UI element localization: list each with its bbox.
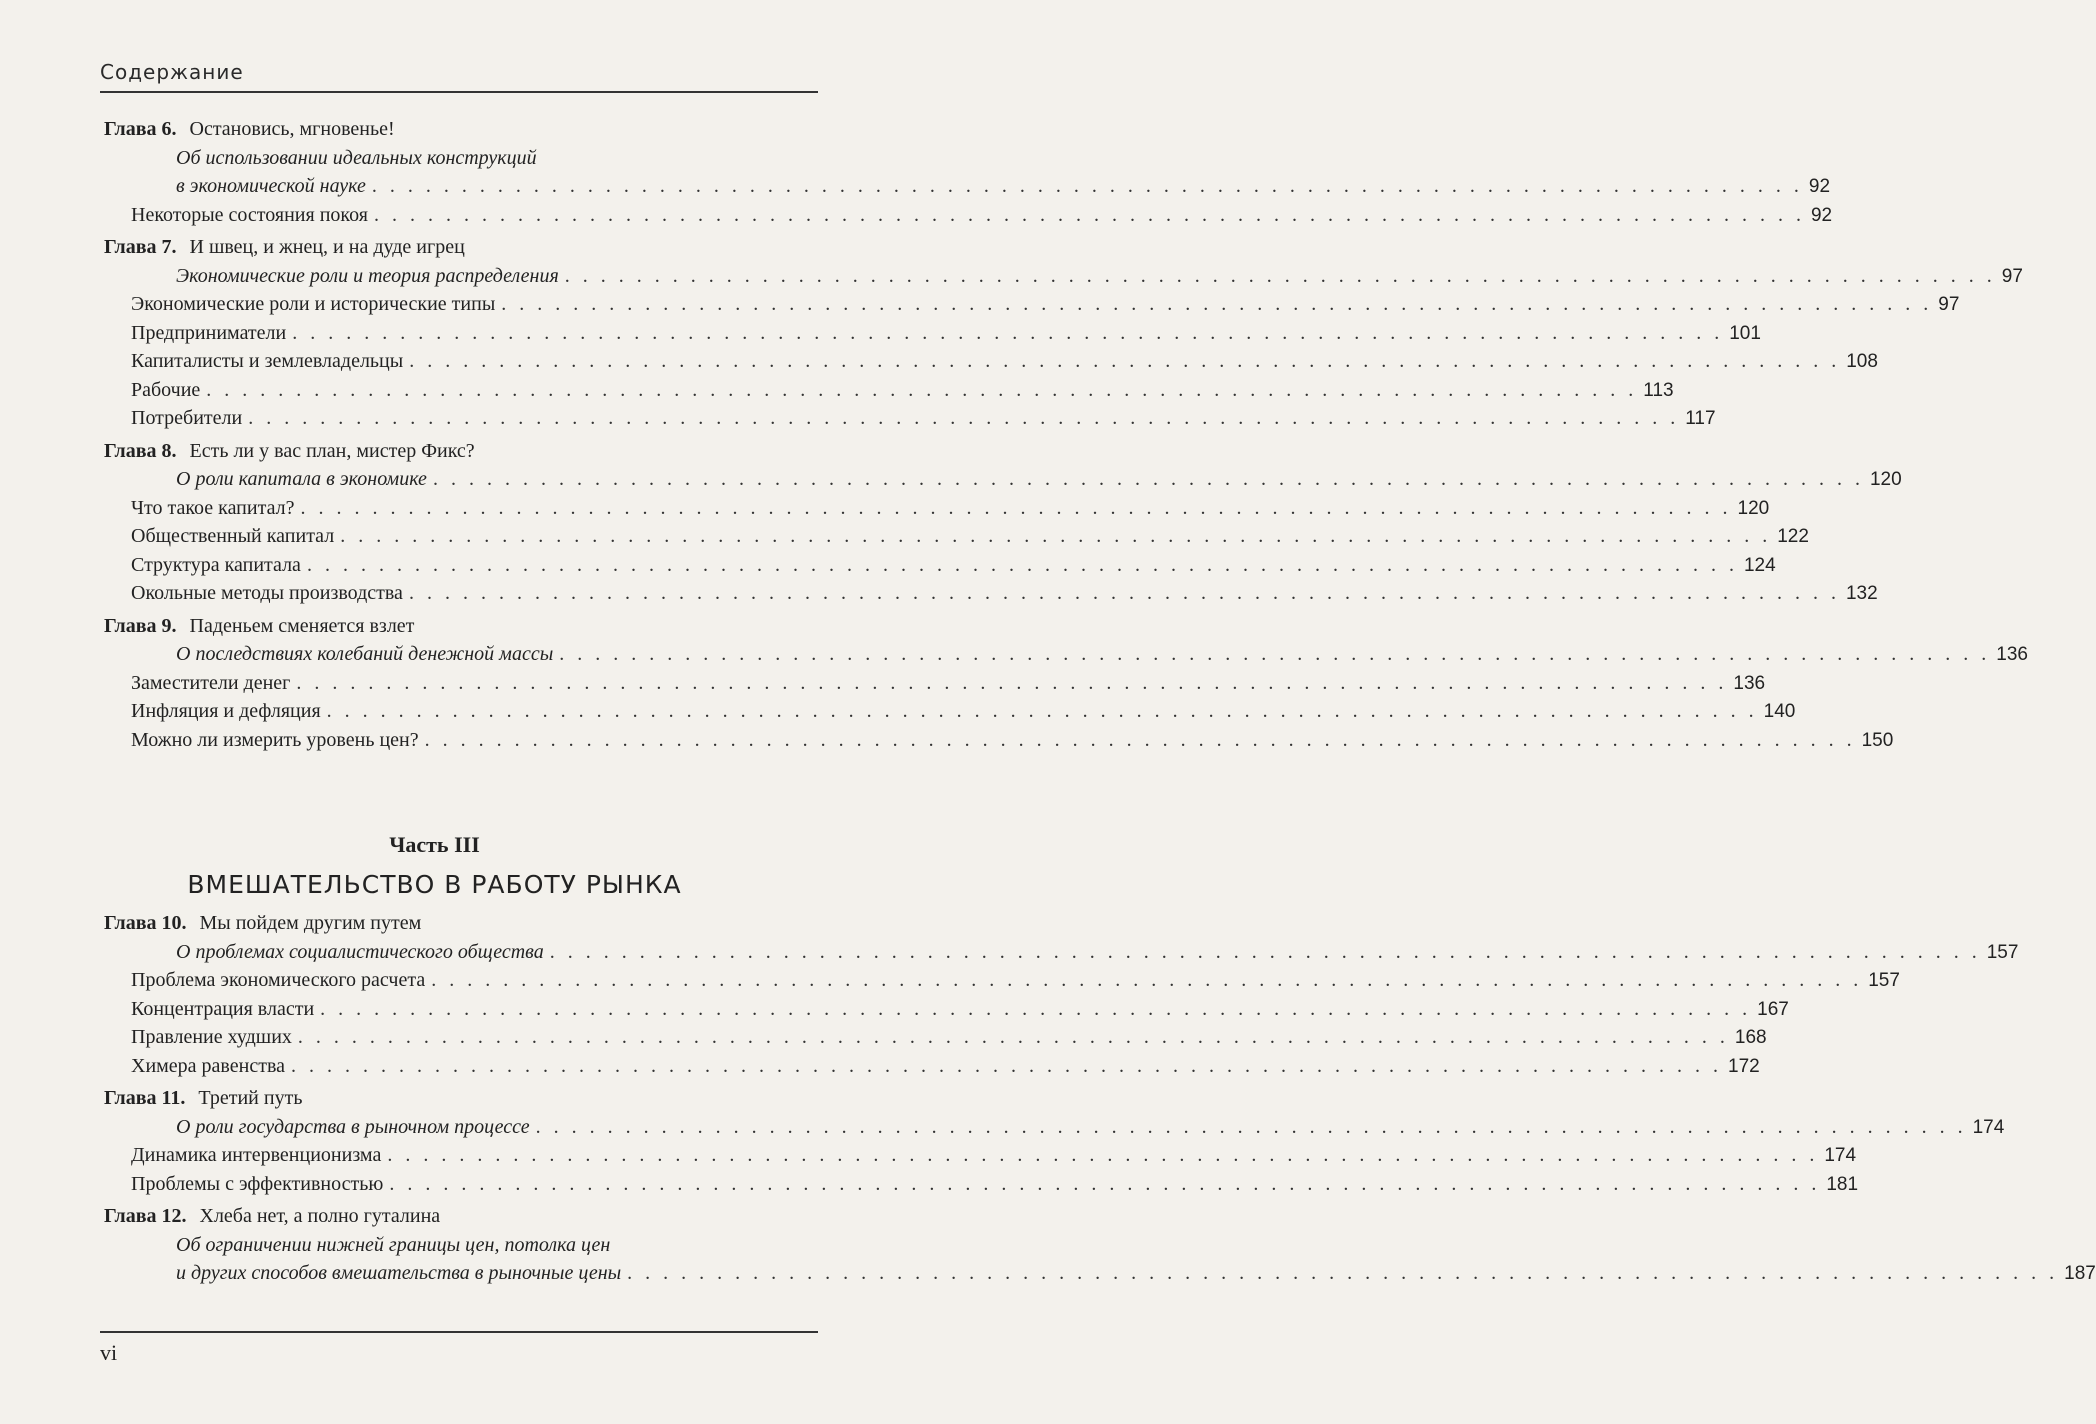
dot-leader: . . . . . . . . . . . . . . . . . . . . . . . . . . . . . . . . . . . . . . . . . . . . . . . . . . . . . . . . . . . . . . . . . . . . . . . . . . . . . . . . (431, 969, 1863, 991)
chapter-heading (104, 615, 414, 638)
dot-leader: . . . . . . . . . . . . . . . . . . . . . . . . . . . . . . . . . . . . . . . . . . . . . . . . . . . . . . . . . . . . . . . . . . . . . . . . . . . . . . . . (408, 582, 1840, 604)
page-ref: 113 (1643, 379, 1674, 401)
page-ref: 172 (1728, 1055, 1760, 1077)
dot-leader: . . . . . . . . . . . . . . . . . . . . . . . . . . . . . . . . . . . . . . . . . . . . . . . . . . . . . . . . . . . . . . . . . . . . . . . . . . . . . . . . (389, 1172, 1821, 1195)
chapter-subtitle-line: Об ограничении нижней границы цен, потолка цен (176, 1233, 611, 1256)
section-entry-title: Правление худших (131, 1026, 292, 1048)
section-entry-title: Заместители денег (131, 671, 291, 694)
page-ref: 167 (1757, 998, 1789, 1020)
section-entry-title: Динамика интервенционизма (131, 1144, 382, 1166)
chapter-label: Глава 10. (104, 912, 187, 934)
chapter-title: Хлеба нет, а полно гуталина (194, 1205, 441, 1227)
section-entry[interactable] (131, 378, 1674, 402)
chapter-label: Глава 12. (104, 1205, 187, 1227)
page-ref: 157 (1868, 970, 1900, 991)
chapter-subtitle-title: и других способов вмешательства в рыночные цены (176, 1262, 622, 1284)
page-ref: 174 (1824, 1145, 1857, 1166)
chapter-label: Глава 8. (104, 439, 177, 462)
chapter-subtitle[interactable] (176, 175, 1831, 198)
dot-leader: . . . . . . . . . . . . . . . . . . . . . . . . . . . . . . . . . . . . . . . . . . . . . . . . . . . . . . . . . . . . . . . . . . . . . . . . . . . . . . . . (387, 1144, 1819, 1166)
section-entry-title: Рабочие (131, 378, 201, 401)
section-entry-title: Общественный капитал (131, 525, 335, 547)
section-entry[interactable] (131, 553, 1776, 577)
chapter-heading (104, 912, 421, 935)
dot-leader: . . . . . . . . . . . . . . . . . . . . . . . . . . . . . . . . . . . . . . . . . . . . . . . . . . . . . . . . . . . . . . . . . . . . . . . . . . . . . . . . (564, 264, 1996, 287)
section-entry[interactable] (131, 969, 1900, 992)
page-ref: 108 (1846, 351, 1878, 372)
page-ref: 120 (1737, 497, 1770, 519)
dot-leader: . . . . . . . . . . . . . . . . . . . . . . . . . . . . . . . . . . . . . . . . . . . . . . . . . . . . . . . . . . . . . . . . . . . . . . . . . . . . . . . . (296, 671, 1728, 694)
chapter-heading (104, 118, 395, 141)
dot-leader: . . . . . . . . . . . . . . . . . . . . . . . . . . . . . . . . . . . . . . . . . . . . . . . . . . . . . . . . . . . . . . . . . . . . . . . . . . . . . . . . (373, 203, 1805, 226)
chapter-title: Третий путь (193, 1087, 303, 1109)
page-ref: 136 (1996, 644, 2028, 665)
dot-leader: . . . . . . . . . . . . . . . . . . . . . . . . . . . . . . . . . . . . . . . . . . . . . . . . . . . . . . . . . . . . . . . . . . . . . . . . . . . . . . . . (292, 321, 1724, 344)
dot-leader: . . . . . . . . . . . . . . . . . . . . . . . . . . . . . . . . . . . . . . . . . . . . . . . . . . . . . . . . . . . . . . . . . . . . . . . . . . . . . . . . (248, 407, 1680, 429)
page-ref: 92 (1810, 204, 1833, 226)
dot-leader: . . . . . . . . . . . . . . . . . . . . . . . . . . . . . . . . . . . . . . . . . . . . . . . . . . . . . . . . . . . . . . . . . . . . . . . . . . . . . . . . (326, 700, 1758, 722)
page-ref: 157 (1986, 941, 2019, 963)
chapter-heading (104, 1087, 302, 1110)
chapter-heading (104, 440, 475, 463)
chapter-label: Глава 7. (104, 236, 177, 258)
chapter-label: Глава 6. (104, 118, 177, 140)
dot-leader: . . . . . . . . . . . . . . . . . . . . . . . . . . . . . . . . . . . . . . . . . . . . . . . . . . . . . . . . . . . . . . . . . . . . . . . . . . . . . . . . (432, 468, 1864, 490)
section-entry[interactable] (131, 1144, 1857, 1167)
part-title: ВМЕШАТЕЛЬСТВО В РАБОТУ РЫНКА (187, 870, 682, 899)
dot-leader: . . . . . . . . . . . . . . . . . . . . . . . . . . . . . . . . . . . . . . . . . . . . . . . . . . . . . . . . . . . . . . . . . . . . . . . . . . . . . . . . (549, 940, 1981, 963)
chapter-heading (104, 236, 465, 259)
chapter-title: Остановись, мгновенье! (184, 118, 395, 140)
chapter-subtitle[interactable] (176, 468, 1902, 491)
section-entry-title: Структура капитала (131, 553, 301, 576)
chapter-title: Паденьем сменяется взлет (184, 614, 415, 637)
section-entry[interactable] (131, 350, 1878, 373)
chapter-subtitle[interactable] (176, 1262, 2096, 1285)
part-label: Часть III (389, 832, 480, 857)
page-ref: 187 (2064, 1263, 2096, 1284)
page-ref: 132 (1845, 583, 1878, 604)
chapter-subtitle[interactable] (176, 940, 2019, 964)
chapter-label: Глава 11. (104, 1087, 186, 1109)
running-header: Содержание (100, 60, 244, 84)
dot-leader: . . . . . . . . . . . . . . . . . . . . . . . . . . . . . . . . . . . . . . . . . . . . . . . . . . . . . . . . . . . . . . . . . . . . . . . . . . . . . . . . (340, 525, 1772, 547)
page-ref: 150 (1861, 729, 1894, 751)
section-entry[interactable] (131, 1172, 1859, 1196)
footer-rule (100, 1331, 818, 1333)
page-ref: 117 (1685, 408, 1716, 429)
page-ref: 122 (1777, 526, 1809, 547)
section-entry-title: Некоторые состояния покоя (131, 203, 368, 226)
page-ref: 174 (1972, 1116, 2005, 1138)
dot-leader: . . . . . . . . . . . . . . . . . . . . . . . . . . . . . . . . . . . . . . . . . . . . . . . . . . . . . . . . . . . . . . . . . . . . . . . . . . . . . . . . (424, 728, 1856, 751)
page-ref: 124 (1743, 554, 1776, 576)
section-entry[interactable] (131, 671, 1766, 695)
chapter-subtitle[interactable] (176, 264, 2023, 288)
section-entry[interactable] (131, 728, 1894, 752)
dot-leader: . . . . . . . . . . . . . . . . . . . . . . . . . . . . . . . . . . . . . . . . . . . . . . . . . . . . . . . . . . . . . . . . . . . . . . . . . . . . . . . . (559, 643, 1991, 665)
page-ref: 120 (1869, 469, 1902, 490)
section-entry-title: Что такое капитал? (131, 496, 295, 519)
section-entry[interactable] (131, 407, 1716, 430)
chapter-subtitle-title: О роли государства в рыночном процессе (176, 1115, 530, 1138)
page-ref: 101 (1729, 322, 1761, 344)
section-entry[interactable] (131, 582, 1878, 605)
section-entry-title: Потребители (131, 407, 243, 429)
dot-leader: . . . . . . . . . . . . . . . . . . . . . . . . . . . . . . . . . . . . . . . . . . . . . . . . . . . . . . . . . . . . . . . . . . . . . . . . . . . . . . . . (291, 1054, 1723, 1077)
section-entry[interactable] (131, 293, 1960, 316)
section-entry[interactable] (131, 1054, 1760, 1078)
section-entry-title: Предприниматели (131, 321, 287, 344)
chapter-subtitle-title: О последствиях колебаний денежной массы (176, 643, 554, 665)
chapter-label: Глава 9. (104, 614, 177, 637)
page-ref: 136 (1733, 672, 1766, 694)
header-rule (100, 91, 818, 93)
section-entry[interactable] (131, 997, 1789, 1021)
section-entry[interactable] (131, 203, 1833, 227)
chapter-subtitle-title: О роли капитала в экономике (176, 468, 427, 490)
chapter-subtitle[interactable] (176, 643, 2028, 666)
section-entry-title: Проблемы с эффективностью (131, 1172, 384, 1195)
section-entry[interactable] (131, 525, 1809, 548)
section-entry[interactable] (131, 700, 1796, 723)
chapter-subtitle-line: Об использовании идеальных конструкций (176, 146, 537, 169)
dot-leader: . . . . . . . . . . . . . . . . . . . . . . . . . . . . . . . . . . . . . . . . . . . . . . . . . . . . . . . . . . . . . . . . . . . . . . . . . . . . . . . . (627, 1262, 2059, 1284)
section-entry-title: Проблема экономического расчета (131, 969, 426, 991)
chapter-subtitle-title: О проблемах социалистического общества (176, 940, 544, 963)
section-entry[interactable] (131, 321, 1761, 345)
chapter-subtitle-title: Экономические роли и теория распределения (176, 264, 559, 287)
page-number: vi (100, 1340, 118, 1365)
dot-leader: . . . . . . . . . . . . . . . . . . . . . . . . . . . . . . . . . . . . . . . . . . . . . . . . . . . . . . . . . . . . . . . . . . . . . . . . . . . . . . . . (297, 1026, 1729, 1048)
section-entry-title: Экономические роли и исторические типы (131, 293, 496, 315)
dot-leader: . . . . . . . . . . . . . . . . . . . . . . . . . . . . . . . . . . . . . . . . . . . . . . . . . . . . . . . . . . . . . . . . . . . . . . . . . . . . . . . . (409, 350, 1841, 372)
chapter-title: И швец, и жнец, и на дуде игрец (184, 236, 465, 258)
section-entry-title: Инфляция и дефляция (131, 700, 321, 722)
section-entry[interactable] (131, 1026, 1767, 1049)
dot-leader: . . . . . . . . . . . . . . . . . . . . . . . . . . . . . . . . . . . . . . . . . . . . . . . . . . . . . . . . . . . . . . . . . . . . . . . . . . . . . . . . (306, 553, 1738, 576)
dot-leader: . . . . . . . . . . . . . . . . . . . . . . . . . . . . . . . . . . . . . . . . . . . . . . . . . . . . . . . . . . . . . . . . . . . . . . . . . . . . . . . . (320, 997, 1752, 1020)
page-ref: 168 (1734, 1027, 1767, 1048)
section-entry-title: Капиталисты и землевладельцы (131, 350, 404, 372)
chapter-subtitle[interactable] (176, 1115, 2005, 1139)
dot-leader: . . . . . . . . . . . . . . . . . . . . . . . . . . . . . . . . . . . . . . . . . . . . . . . . . . . . . . . . . . . . . . . . . . . . . . . . . . . . . . . . (501, 293, 1933, 315)
page-ref: 97 (1938, 294, 1960, 315)
page-ref: 181 (1826, 1173, 1859, 1195)
section-entry-title: Химера равенства (131, 1054, 286, 1077)
section-entry-title: Концентрация власти (131, 997, 315, 1020)
page-ref: 140 (1763, 701, 1796, 722)
dot-leader: . . . . . . . . . . . . . . . . . . . . . . . . . . . . . . . . . . . . . . . . . . . . . . . . . . . . . . . . . . . . . . . . . . . . . . . . . . . . . . . . (371, 175, 1803, 197)
dot-leader: . . . . . . . . . . . . . . . . . . . . . . . . . . . . . . . . . . . . . . . . . . . . . . . . . . . . . . . . . . . . . . . . . . . . . . . . . . . . . . . . (300, 496, 1732, 519)
chapter-subtitle-title: в экономической науке (176, 175, 366, 197)
page-ref: 97 (2001, 265, 2023, 287)
dot-leader: . . . . . . . . . . . . . . . . . . . . . . . . . . . . . . . . . . . . . . . . . . . . . . . . . . . . . . . . . . . . . . . . . . . . . . . . . . . . . . . . (535, 1115, 1967, 1138)
chapter-title: Мы пойдем другим путем (194, 912, 422, 934)
section-entry-title: Можно ли измерить уровень цен? (131, 728, 419, 751)
dot-leader: . . . . . . . . . . . . . . . . . . . . . . . . . . . . . . . . . . . . . . . . . . . . . . . . . . . . . . . . . . . . . . . . . . . . . . . . . . . . . . . . (206, 378, 1638, 401)
page-ref: 92 (1808, 176, 1831, 197)
chapter-heading (104, 1205, 440, 1228)
chapter-title: Есть ли у вас план, мистер Фикс? (184, 439, 475, 462)
section-entry[interactable] (131, 496, 1770, 520)
section-entry-title: Окольные методы производства (131, 582, 403, 604)
